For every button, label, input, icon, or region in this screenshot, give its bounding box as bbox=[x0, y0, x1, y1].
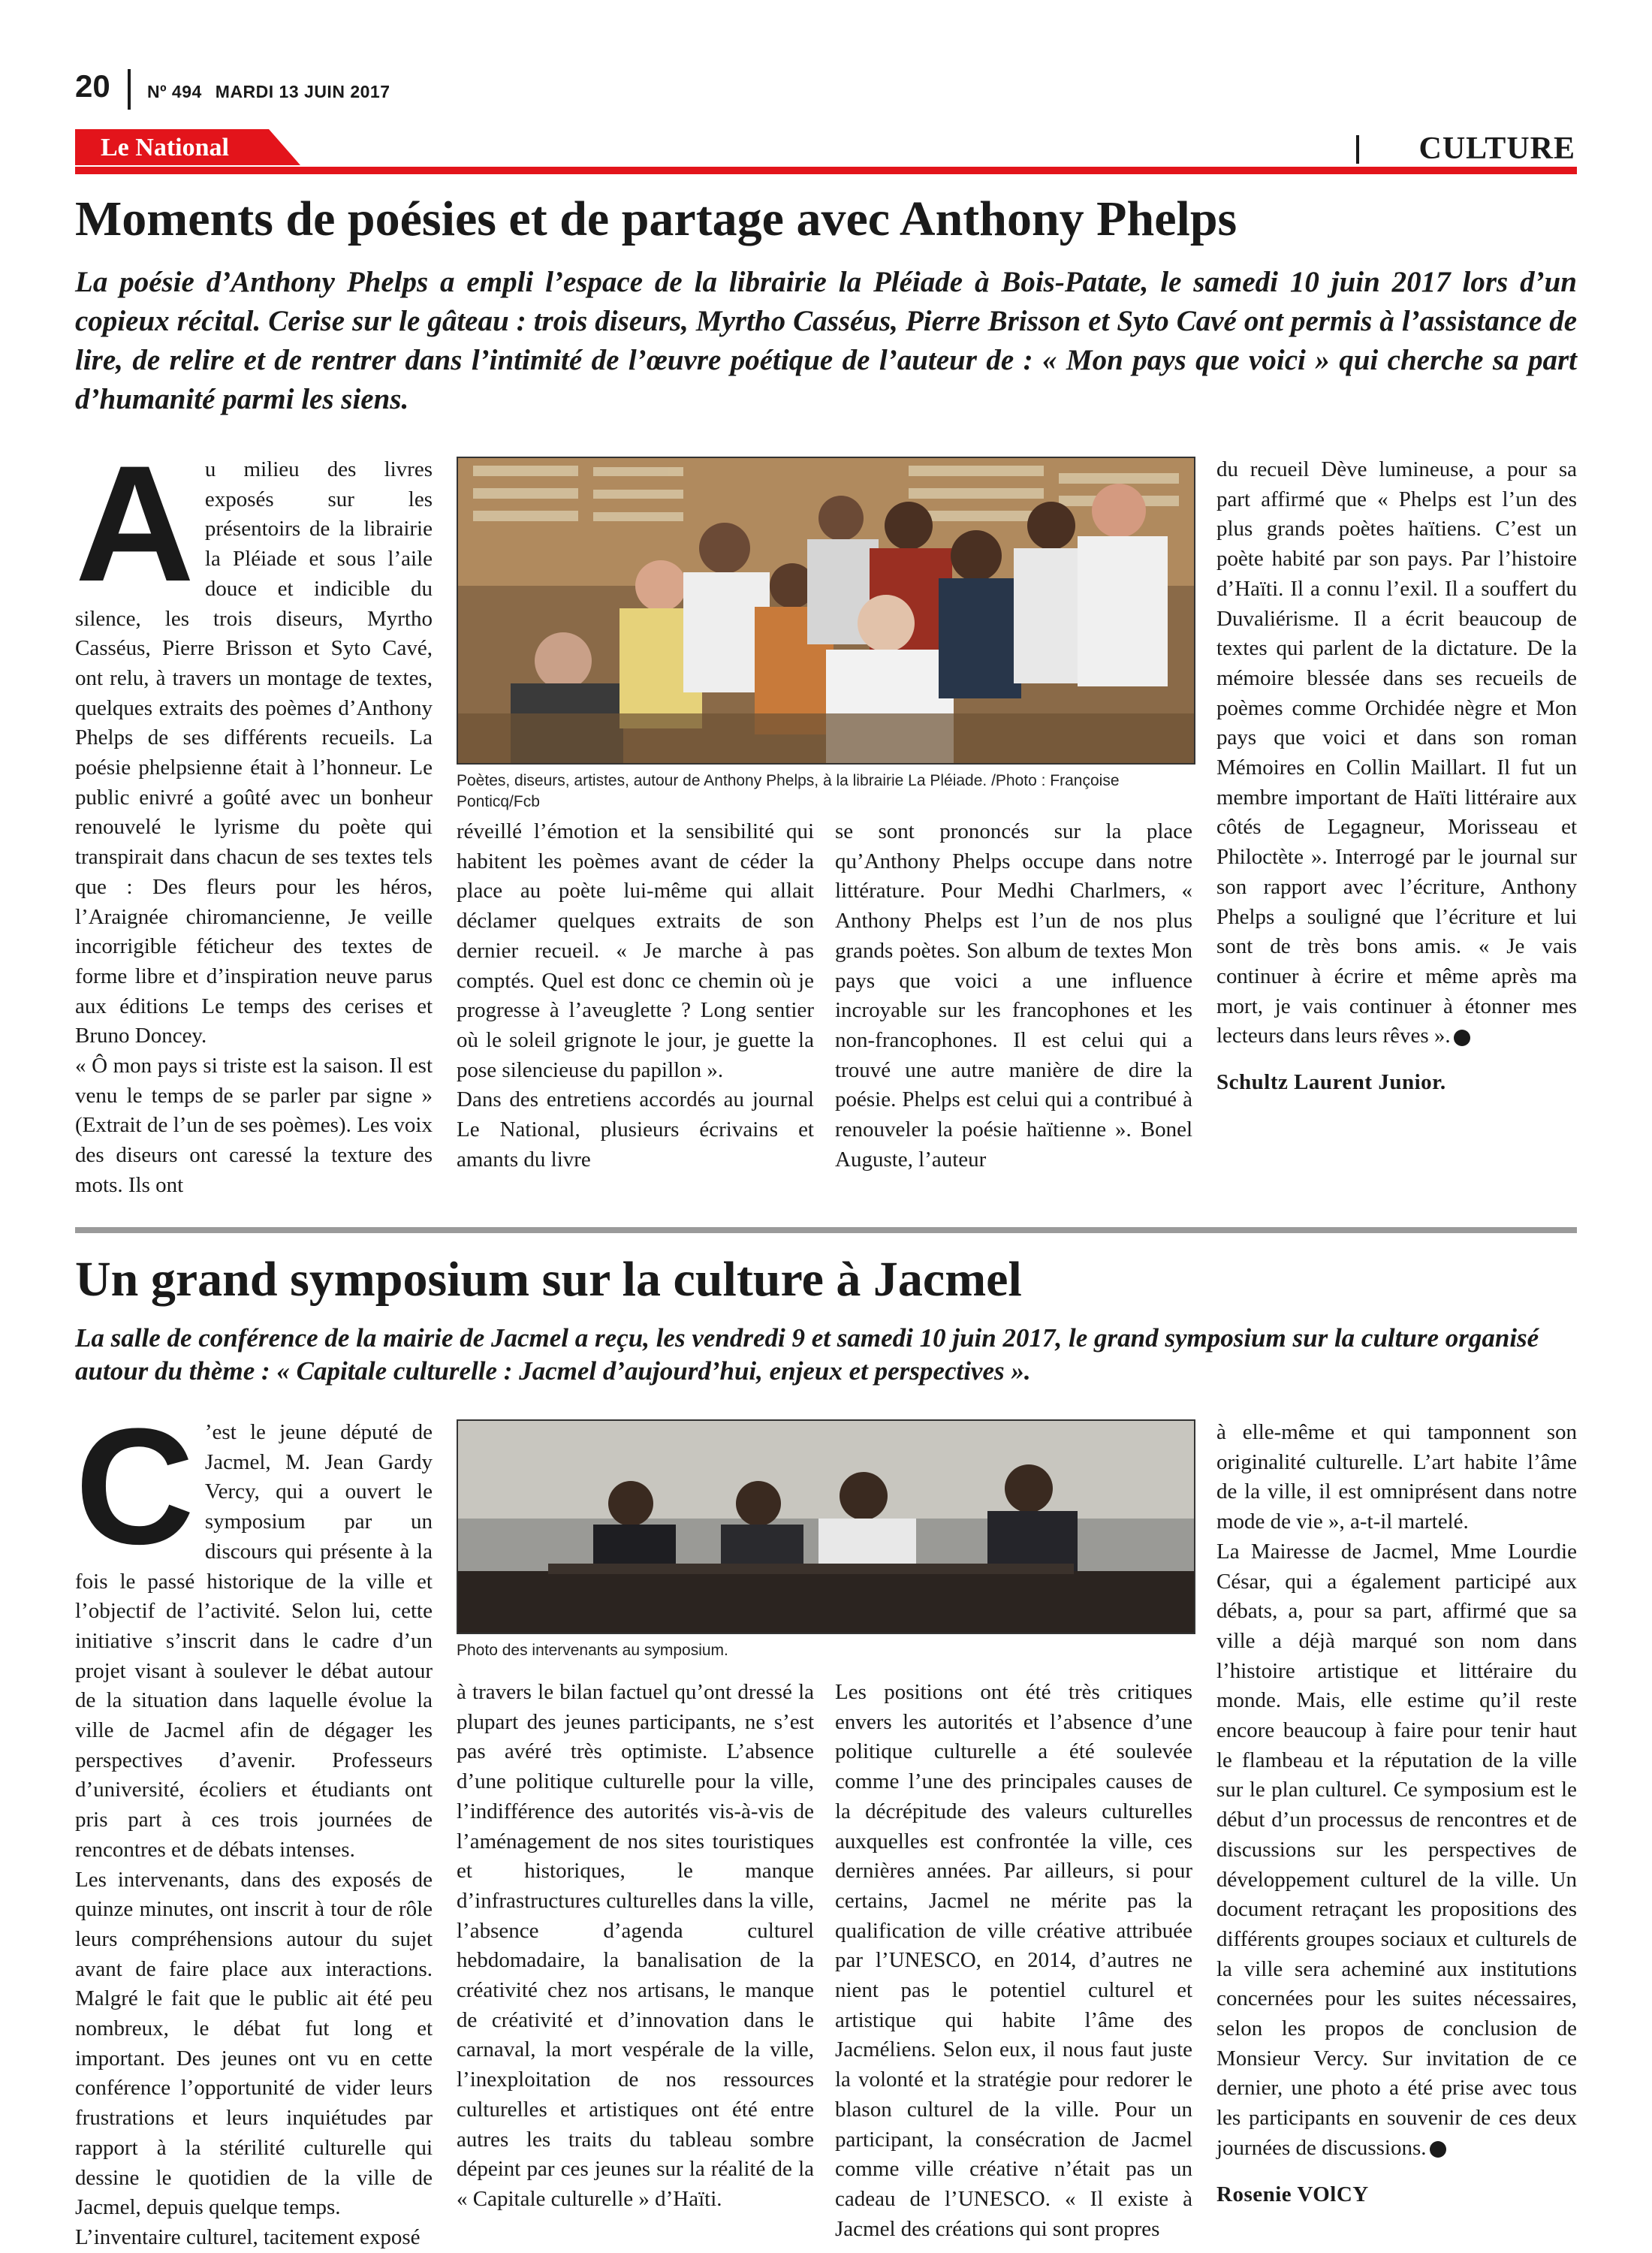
article2-photo-illustration bbox=[458, 1421, 1194, 1633]
article1-column-1 bbox=[75, 431, 433, 1201]
article2-dropcap: C bbox=[75, 1394, 194, 1579]
article1-lead: La poésie d’Anthony Phelps a empli l’espace de la librairie la Pléiade à Bois-Patate, le samedi 10 juin 2017 lors d’un copieux récital. Cerise sur le gâteau : trois diseurs, Myrtho Casséus, Pierre Brisson et Syto Cavé ont permis à l’assistance de lire, de relire et de rentrer dans l’intimité de l’œuvre poétique de l’auteur de : « Mon pays que voici » qui cherche sa part d’humanité parmi les siens. bbox=[75, 266, 1577, 415]
issue-info bbox=[147, 81, 390, 102]
end-mark-icon bbox=[1454, 1030, 1470, 1046]
article1-col1-text: u milieu des livres exposés sur les présentoirs de la librairie la Pléiade et sous l’aile douce et indicible du silence, les trois diseurs, Myrtho Casséus, Pierre Brisson et Syto Cavé, ont relu, à travers un montage de textes, quelques extraits des poèmes d’Anthony Phelps de ses différents recueils. La poésie phelpsienne était à l’honneur. Le public enivré a goûté avec un bonheur renouvelé le lyrisme du poète qui transpirait dans chacun de ses textes tels que : Des fleurs pour les héros, l’Araignée chiromancienne, Je veille incorrigible féticheur des textes de forme libre et d’inspiration neuve parus aux éditions Le temps des cerises et Bruno Doncey. bbox=[75, 457, 433, 1048]
article-divider bbox=[75, 1227, 1577, 1233]
article1-title: Moments de poésies et de partage avec Anthony Phelps bbox=[75, 192, 1237, 246]
article1-col3-text: se sont prononcés sur la place qu’Anthony Phelps occupe dans notre littérature. Pour Medhi Charlmers, « Anthony Phelps est l’un de nos plus grands poètes. Son album de textes Mon pays que voici a une influence incroyable sur les francophones et les non-francophones. Il est celui qui a trouvé une autre manière de dire la poésie. Phelps est celui qui a contribué à renouveler la poésie haïtienne ». Bonel Auguste, l’auteur bbox=[835, 819, 1192, 1172]
article1-col4-text: du recueil Dève lumineuse, a pour sa part affirmé que « Phelps est l’un des plus grands poètes haïtiens. C’est un poète habité par son pays. Par l’histoire d’Haïti. Il a connu l’exil. Il a souffert du Duvaliérisme. Il a écrit beaucoup de textes qui parlent de la dictature. De la mémoire blessée dans ses recueils de poèmes comme Orchidée nègre et Mon pays que voici et dans son roman Mémoires en Collin Maillart. Il fut un membre important de Haïti littéraire aux côtés de Legagneur, Morisseau et Philoctète ». Interrogé par le journal sur son rapport avec l’écriture, Anthony Phelps a souligné que l’écriture et lui sont de très bons amis. « Je vais continuer à écrire et même après ma mort, je vais continuer à étonner mes lecteurs dans leurs rêves ». bbox=[1216, 457, 1577, 1048]
article1-col2-text: réveillé l’émotion et la sensibilité qui habitent les poèmes avant de céder la place au poète lui-même qui allait déclamer quelques extraits de son dernier recueil. « Je marche à pas comptés. Quel est donc ce chemin où je progresse à l’aveuglette ? Long sentier où le soleil grignote le jour, je guette la pose silencieuse du papillon ». bbox=[457, 819, 814, 1082]
article1-col1b-text: « Ô mon pays si triste est la saison. Il est venu le temps de se parler par signe » (Extrait de l’un de ses poèmes). Les voix des diseurs ont caressé la texture des mots. Ils ont bbox=[75, 1054, 433, 1197]
article1-dropcap: A bbox=[75, 431, 194, 616]
article2-photo-caption: Photo des intervenants au symposium. bbox=[457, 1642, 728, 1659]
article2-col4b-text: La Mairesse de Jacmel, Mme Lourdie César, qui a également participé aux débats, a, pour sa part, affirmé que sa ville a déjà marqué son nom dans l’histoire artistique et littéraire du monde. Mais, elle estime qu’il reste encore beaucoup à faire pour tenir haut le flambeau et la réputation de la ville sur le plan culturel. Ce symposium est le début d’un processus de rencontres et de discussions sur les perspectives de développement culturel de la ville. Un document retraçant les propositions des différents groupes sociaux et culturels de la ville sera acheminé aux institutions concernées pour les suites nécessaires, selon les propos de conclusion de Monsieur Vercy. Sur invitation de ce dernier, une photo a été prise avec tous les participants en souvenir de ces deux journées de discussions. bbox=[1216, 1539, 1577, 2160]
article2-col1c-text: L’inventaire culturel, tacitement exposé bbox=[75, 2224, 421, 2249]
article2-col4-text: à elle-même et qui tamponnent son originalité culturelle. L’art habite l’âme de la ville, il est omniprésent dans notre mode de vie », a-t-il martelé. bbox=[1216, 1420, 1577, 1534]
article2-column-4 bbox=[1216, 1418, 1577, 2209]
article2-column-1 bbox=[75, 1394, 433, 2253]
article2-column-2 bbox=[457, 1678, 814, 2215]
brand-name: Le National bbox=[101, 134, 229, 161]
article2-photo bbox=[457, 1419, 1195, 1634]
article2-column-3 bbox=[835, 1678, 1192, 2244]
masthead-red-rule bbox=[75, 167, 1577, 174]
article1-column-4 bbox=[1216, 455, 1577, 1098]
issue-number: Nº 494 bbox=[147, 82, 202, 101]
article1-author: Schultz Laurent Junior. bbox=[1216, 1070, 1446, 1095]
article1-column-3 bbox=[835, 817, 1192, 1175]
article1-photo bbox=[457, 457, 1195, 765]
article1-photo-illustration bbox=[458, 458, 1194, 763]
article2-col1-text: ’est le jeune député de Jacmel, M. Jean Gardy Vercy, qui a ouvert le symposium par un discours qui présente à la fois le passé historique de la ville et l’objectif de l’activité. Selon lui, cette initiative s’inscrit dans le cadre d’un projet visant à soulever le débat autour de la situation dans laquelle évolue la ville de Jacmel afin de dégager les perspectives d’avenir. Professeurs d’université, écoliers et étudiants ont pris part à ces trois journées de rencontres et de débats intenses. bbox=[75, 1420, 433, 1862]
issue-date: MARDI 13 JUIN 2017 bbox=[215, 82, 390, 101]
article1-photo-caption: Poètes, diseurs, artistes, autour de Anthony Phelps, à la librairie La Pléiade. /Photo : Françoise Ponticq/Fcb bbox=[457, 772, 1120, 810]
article2-col2-text: à travers le bilan factuel qu’ont dressé la plupart des jeunes participants, ne s’est pas avéré très optimiste. L’absence d’une politique culturelle pour la ville, l’indifférence des autorités vis-à-vis de l’aménagement de nos sites touristiques et historiques, le manque d’infrastructures culturelles dans la ville, l’absence d’agenda culturel hebdomadaire, la banalisation de la créativité chez nos artisans, le manque de créativité et d’innovation dans le carnaval, la mort vespérale de la ville, l’inexploitation de nos ressources culturelles et artistiques ont été entre autres les traits du tableau sombre dépeint par ces jeunes sur la réalité de la « Capitale culturelle » d’Haïti. bbox=[457, 1680, 814, 2211]
article2-col1b-text: Les intervenants, dans des exposés de quinze minutes, ont inscrit à tour de rôle leurs compréhensions autour du sujet avant de faire place aux interactions. Malgré le fait que le public ait été peu nombreux, le débat fut long et important. Des jeunes ont vu en cette conférence l’opportunité de vider leurs frustrations et leurs inquiétudes par rapport à la stérilité culturelle qui dessine le quotidien de la ville de Jacmel, depuis quelque temps. bbox=[75, 1867, 433, 2220]
end-mark-icon bbox=[1430, 2141, 1446, 2158]
article1-col2b-text: Dans des entretiens accordés au journal Le National, plusieurs écrivains et amants du livre bbox=[457, 1087, 814, 1172]
section-label: CULTURE bbox=[1418, 131, 1575, 166]
article2-col3-text: Les positions ont été très critiques envers les autorités et l’absence d’une politique culturelle a été soulevée comme l’une des principales causes de la décrépitude des valeurs culturelles auxquelles est confrontée la ville, ces dernières années. Par ailleurs, si pour certains, Jacmel ne mérite pas la qualification de ville créative attribuée par l’UNESCO, en 2014, d’autres ne nient pas le potentiel culturel et artistique qui habite l’âme des Jacméliens. Selon eux, il nous faut juste la volonté et la stratégie pour redorer le blason culturel de la ville. Pour un participant, la consécration de Jacmel comme ville créative n’était pas un cadeau de l’UNESCO. « Il existe à Jacmel des créations qui sont propres bbox=[835, 1680, 1192, 2241]
article1-column-2 bbox=[457, 817, 814, 1175]
article2-lead: La salle de conférence de la mairie de Jacmel a reçu, les vendredi 9 et samedi 10 juin 2017, le grand symposium sur la culture organisé autour du thème : « Capitale culturelle : Jacmel d’aujourd’hui, enjeux et perspectives ». bbox=[75, 1323, 1539, 1386]
section-separator bbox=[1356, 135, 1359, 164]
article2-title: Un grand symposium sur la culture à Jacmel bbox=[75, 1252, 1022, 1307]
page-number: 20 bbox=[75, 68, 110, 104]
article2-author: Rosenie VOlCY bbox=[1216, 2182, 1369, 2206]
masthead-separator bbox=[128, 69, 131, 110]
